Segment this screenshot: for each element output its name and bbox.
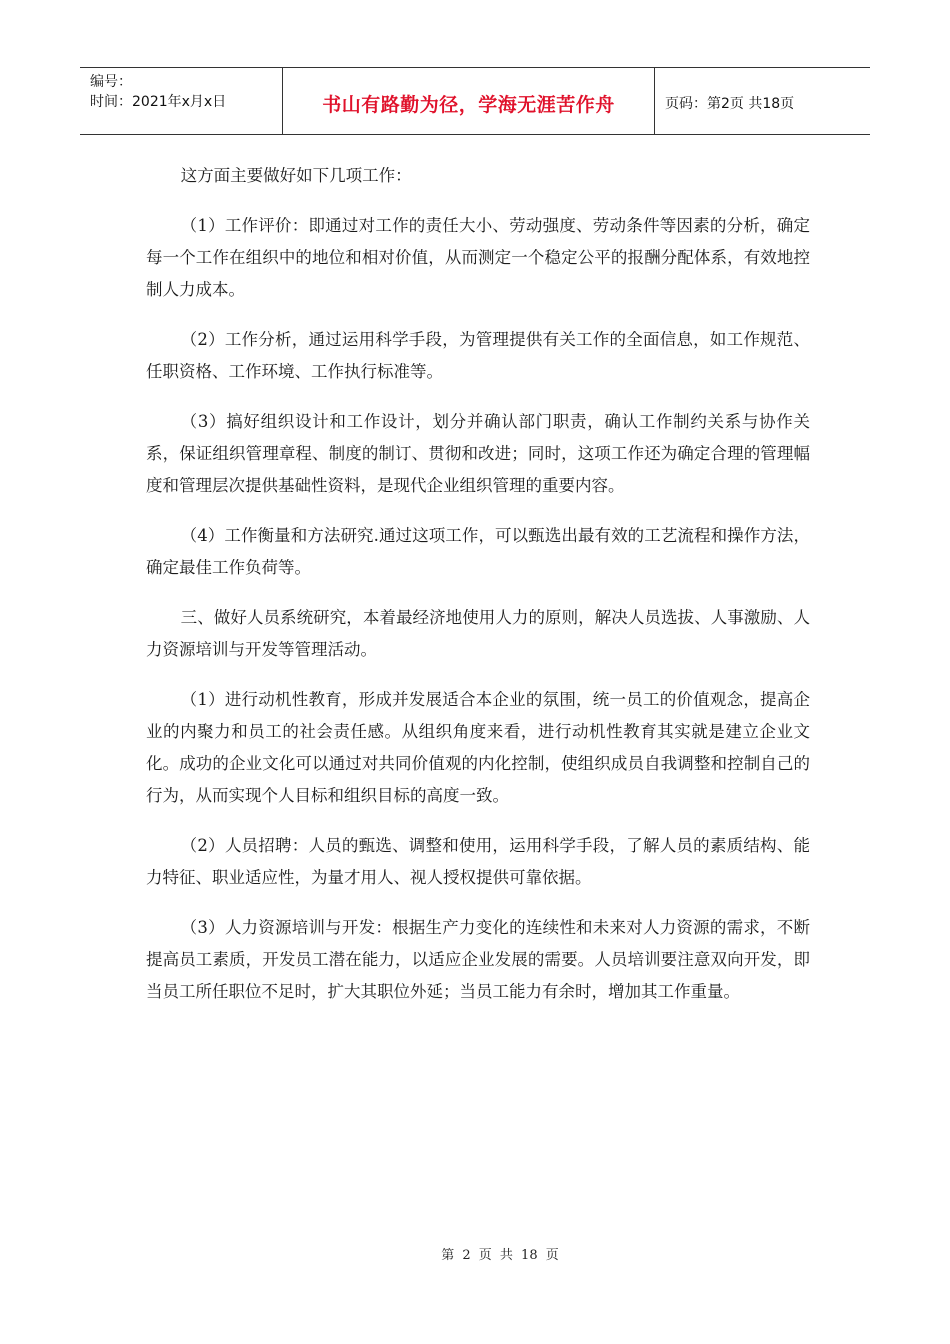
document-body: [146, 160, 810, 1026]
paragraph: （2）工作分析，通过运用科学手段，为管理提供有关工作的全面信息，如工作规范、任职资格、工作环境、工作执行标准等。: [146, 330, 810, 381]
paragraph: 这方面主要做好如下几项工作：: [180, 166, 412, 185]
document-time-label: 时间：2021年x月x日: [90, 94, 227, 110]
page-footer: 第 2 页 共 18 页: [441, 1248, 559, 1263]
paragraph: （3）人力资源培训与开发：根据生产力变化的连续性和未来对人力资源的需求，不断提高员工素质，开发员工潜在能力，以适应企业发展的需要。人员培训要注意双向开发，即当员工所任职位不足时，扩大其职位外延；当员工能力有余时，增加其工作重量。: [146, 918, 810, 1001]
paragraph: 三、做好人员系统研究，本着最经济地使用人力的原则，解决人员选拔、人事激励、人力资源培训与开发等管理活动。: [146, 608, 810, 659]
paragraph: （1）工作评价：即通过对工作的责任大小、劳动强度、劳动条件等因素的分析，确定每一个工作在组织中的地位和相对价值，从而测定一个稳定公平的报酬分配体系，有效地控制人力成本。: [146, 216, 810, 299]
document-number-label: 编号：: [90, 74, 132, 90]
paragraph: （1）进行动机性教育，形成并发展适合本企业的氛围，统一员工的价值观念，提高企业的内聚力和员工的社会责任感。从组织角度来看，进行动机性教育其实就是建立企业文化。成功的企业文化可以通过对共同价值观的内化控制，使组织成员自我调整和控制自己的行为，从而实现个人目标和组织目标的高度一致。: [146, 690, 810, 805]
header-motto: 书山有路勤为径，学海无涯苦作舟: [283, 68, 655, 134]
paragraph: （3）搞好组织设计和工作设计，划分并确认部门职责，确认工作制约关系与协作关系，保证组织管理章程、制度的制订、贯彻和改进；同时，这项工作还为确定合理的管理幅度和管理层次提供基础性资料，是现代企业组织管理的重要内容。: [146, 412, 810, 495]
header-page-info: 页码：第2页 共18页: [665, 96, 795, 112]
paragraph: （2）人员招聘：人员的甄选、调整和使用，运用科学手段，了解人员的素质结构、能力特征、职业适应性，为量才用人、视人授权提供可靠依据。: [146, 836, 810, 887]
paragraph: （4）工作衡量和方法研究.通过这项工作，可以甄选出最有效的工艺流程和操作方法，确定最佳工作负荷等。: [146, 526, 810, 577]
page-header: [80, 67, 870, 135]
header-meta-cell: [80, 68, 283, 134]
